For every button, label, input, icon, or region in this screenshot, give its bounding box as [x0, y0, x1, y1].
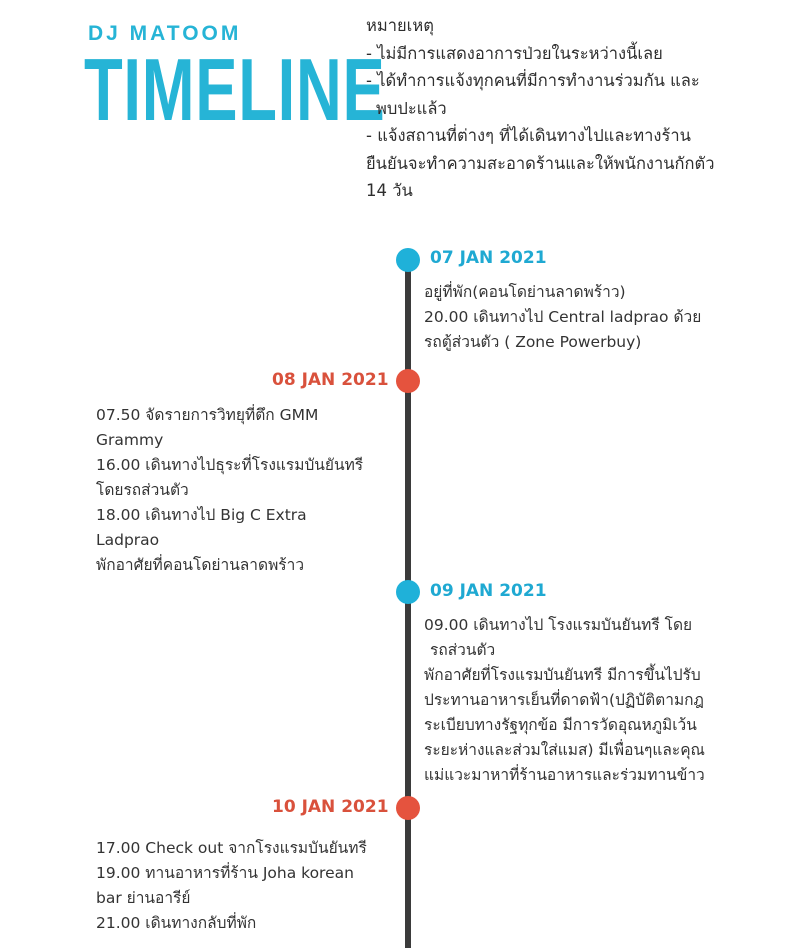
page-title: TIMELINE — [84, 40, 386, 139]
dj-name: DJ MATOOM — [88, 22, 242, 45]
entry-line: 20.00 เดินทางไป Central ladprao ด้วย — [424, 308, 702, 326]
entry-line: ประทานอาหารเย็นที่ดาดฟ้า(ปฏิบัติตามกฎ — [424, 691, 704, 709]
entry-line: 07.50 จัดรายการวิทยุที่ตึก GMM — [96, 406, 319, 424]
timeline-dot-red — [396, 369, 420, 393]
timeline-date: 09 JAN 2021 — [430, 581, 547, 601]
notes-heading: หมายเหตุ — [366, 16, 434, 35]
entry-line: 16.00 เดินทางไปธุระที่โรงแรมบันยันทรี — [96, 456, 364, 474]
timeline-date: 07 JAN 2021 — [430, 248, 547, 268]
entry-line: bar ย่านอารีย์ — [96, 889, 191, 907]
entry-line: พักอาศัยที่คอนโดย่านลาดพร้าว — [96, 556, 305, 574]
timeline-entry — [96, 403, 363, 578]
timeline-date: 10 JAN 2021 — [272, 797, 389, 817]
timeline-entry — [424, 280, 701, 355]
entry-line: รถส่วนตัว — [430, 641, 496, 659]
timeline-dot-blue — [396, 248, 420, 272]
entry-line: โดยรถส่วนตัว — [96, 481, 189, 499]
entry-line: ระยะห่างและส่วมใส่แมส) มีเพื่อนๆและคุณ — [424, 741, 705, 759]
entry-line: 21.00 เดินทางกลับที่พัก — [96, 914, 257, 932]
timeline-entry — [96, 836, 367, 936]
timeline-date: 08 JAN 2021 — [272, 370, 389, 390]
notes-block — [366, 12, 786, 205]
entry-line: Grammy — [96, 431, 164, 449]
entry-line: ระเบียบทางรัฐทุกข้อ มีการวัดอุณหภูมิเว้น — [424, 716, 697, 734]
notes-line: ยืนยันจะทำความสะอาดร้านและให้พนักงานกักตัว — [366, 153, 715, 173]
entry-line: 17.00 Check out จากโรงแรมบันยันทรี — [96, 839, 367, 857]
notes-line: - ไม่มีการแสดงอาการป่วยในระหว่างนี้เลย — [366, 43, 663, 63]
entry-line: พักอาศัยที่โรงแรมบันยันทรี มีการขึ้นไปรับ — [424, 666, 701, 684]
entry-line: 18.00 เดินทางไป Big C Extra — [96, 506, 307, 524]
notes-line: 14 วัน — [366, 181, 413, 200]
timeline-entry — [424, 613, 705, 788]
notes-line: - แจ้งสถานที่ต่างๆ ที่ได้เดินทางไปและทางร้าน — [366, 126, 691, 145]
entry-line: 09.00 เดินทางไป โรงแรมบันยันทรี โดย — [424, 616, 693, 634]
entry-line: Ladprao — [96, 531, 160, 549]
notes-line: พบปะแล้ว — [376, 98, 447, 118]
entry-line: แม่แวะมาหาที่ร้านอาหารและร่วมทานข้าว — [424, 766, 705, 784]
entry-line: 19.00 ทานอาหารที่ร้าน Joha korean — [96, 864, 354, 882]
entry-line: อยู่ที่พัก(คอนโดย่านลาดพร้าว) — [424, 283, 626, 301]
timeline-dot-blue — [396, 580, 420, 604]
entry-line: รถตู้ส่วนตัว ( Zone Powerbuy) — [424, 333, 642, 351]
timeline-dot-red — [396, 796, 420, 820]
notes-line: - ได้ทำการแจ้งทุกคนที่มีการทำงานร่วมกัน และ — [366, 71, 700, 90]
